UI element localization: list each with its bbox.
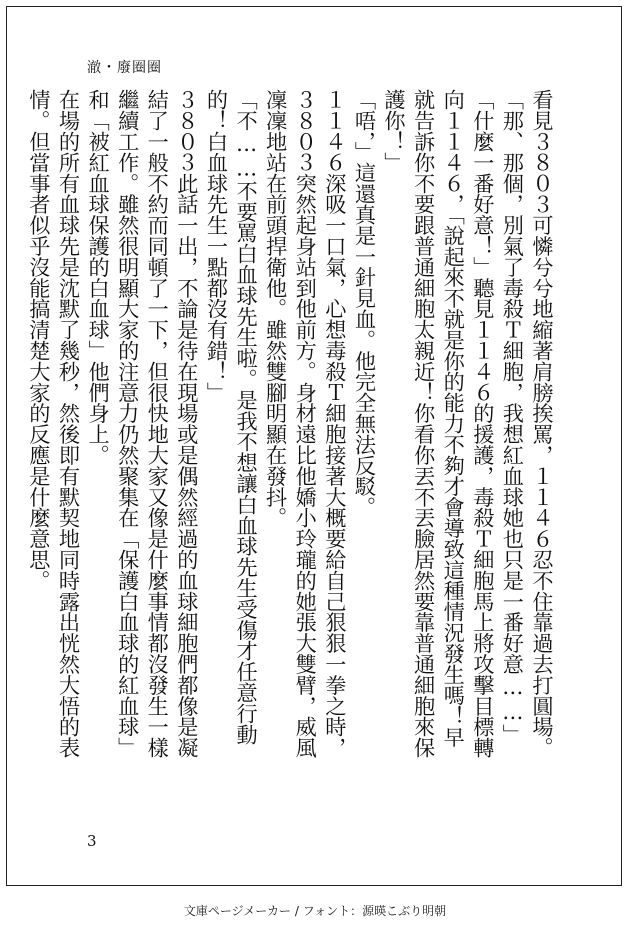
paragraph: ３８０３此話一出，不論是待在現場或是偶然經過的血球細胞們都像是凝結了一般不約而同頓了一下，但很快地大家又像是什麼事情都沒發生一樣繼續工作。雖然很明顯大家的注意力仍然聚集在「保護白血球的紅血球」和「被紅血球保護的白血球」他們身上。 xyxy=(86,89,200,758)
footer-credit: 文庫ページメーカー / フォント：源暎こぶり明朝 xyxy=(183,904,447,918)
paragraph: 看見３８０３可憐兮兮地縮著肩膀挨罵，１１４６忍不住靠過去打圓場。 xyxy=(530,89,555,758)
paragraph: 「唔，」這還真是一針見血。他完全無法反駁。 xyxy=(352,89,378,518)
paragraph: 「不……不要罵白血球先生啦。是我不想讓白血球先生受傷才任意行動的！白血球先生一點都沒有錯！」 xyxy=(204,89,260,745)
page-frame xyxy=(6,6,622,886)
page-number: 3 xyxy=(87,832,97,850)
vertical-body-text xyxy=(26,89,557,759)
paragraph: 「什麼一番好意！」聽見１１４６的援護，毒殺Ｔ細胞馬上將攻擊目標轉向１１４６，「說起來不就是你的能力不夠才會導致這種情況發生嗎！早就告訴你不要跟普通細胞太親近！你看你丟不丟臉居然要靠普通細胞來保護你！」 xyxy=(382,89,496,758)
running-header: 澈・廢圈圈 xyxy=(87,60,162,76)
paragraph: 「那、那個，別氣了毒殺Ｔ細胞，我想紅血球她也只是一番好意……」 xyxy=(500,89,526,745)
paragraph: １１４６深吸一口氣，心想毒殺Ｔ細胞接著大概要給自己狠狠一拳之時，３８０３突然起身站到他前方。身材遠比他嬌小玲瓏的她張大雙臂，威風凜凜地站在前頭捍衛他。雖然雙腳明顯在發抖。 xyxy=(263,89,348,758)
paragraph: 在場的所有血球先是沈默了幾秒，然後即有默契地同時露出恍然大悟的表情。但當事者似乎沒能搞清楚大家的反應是什麼意思。 xyxy=(26,89,82,758)
